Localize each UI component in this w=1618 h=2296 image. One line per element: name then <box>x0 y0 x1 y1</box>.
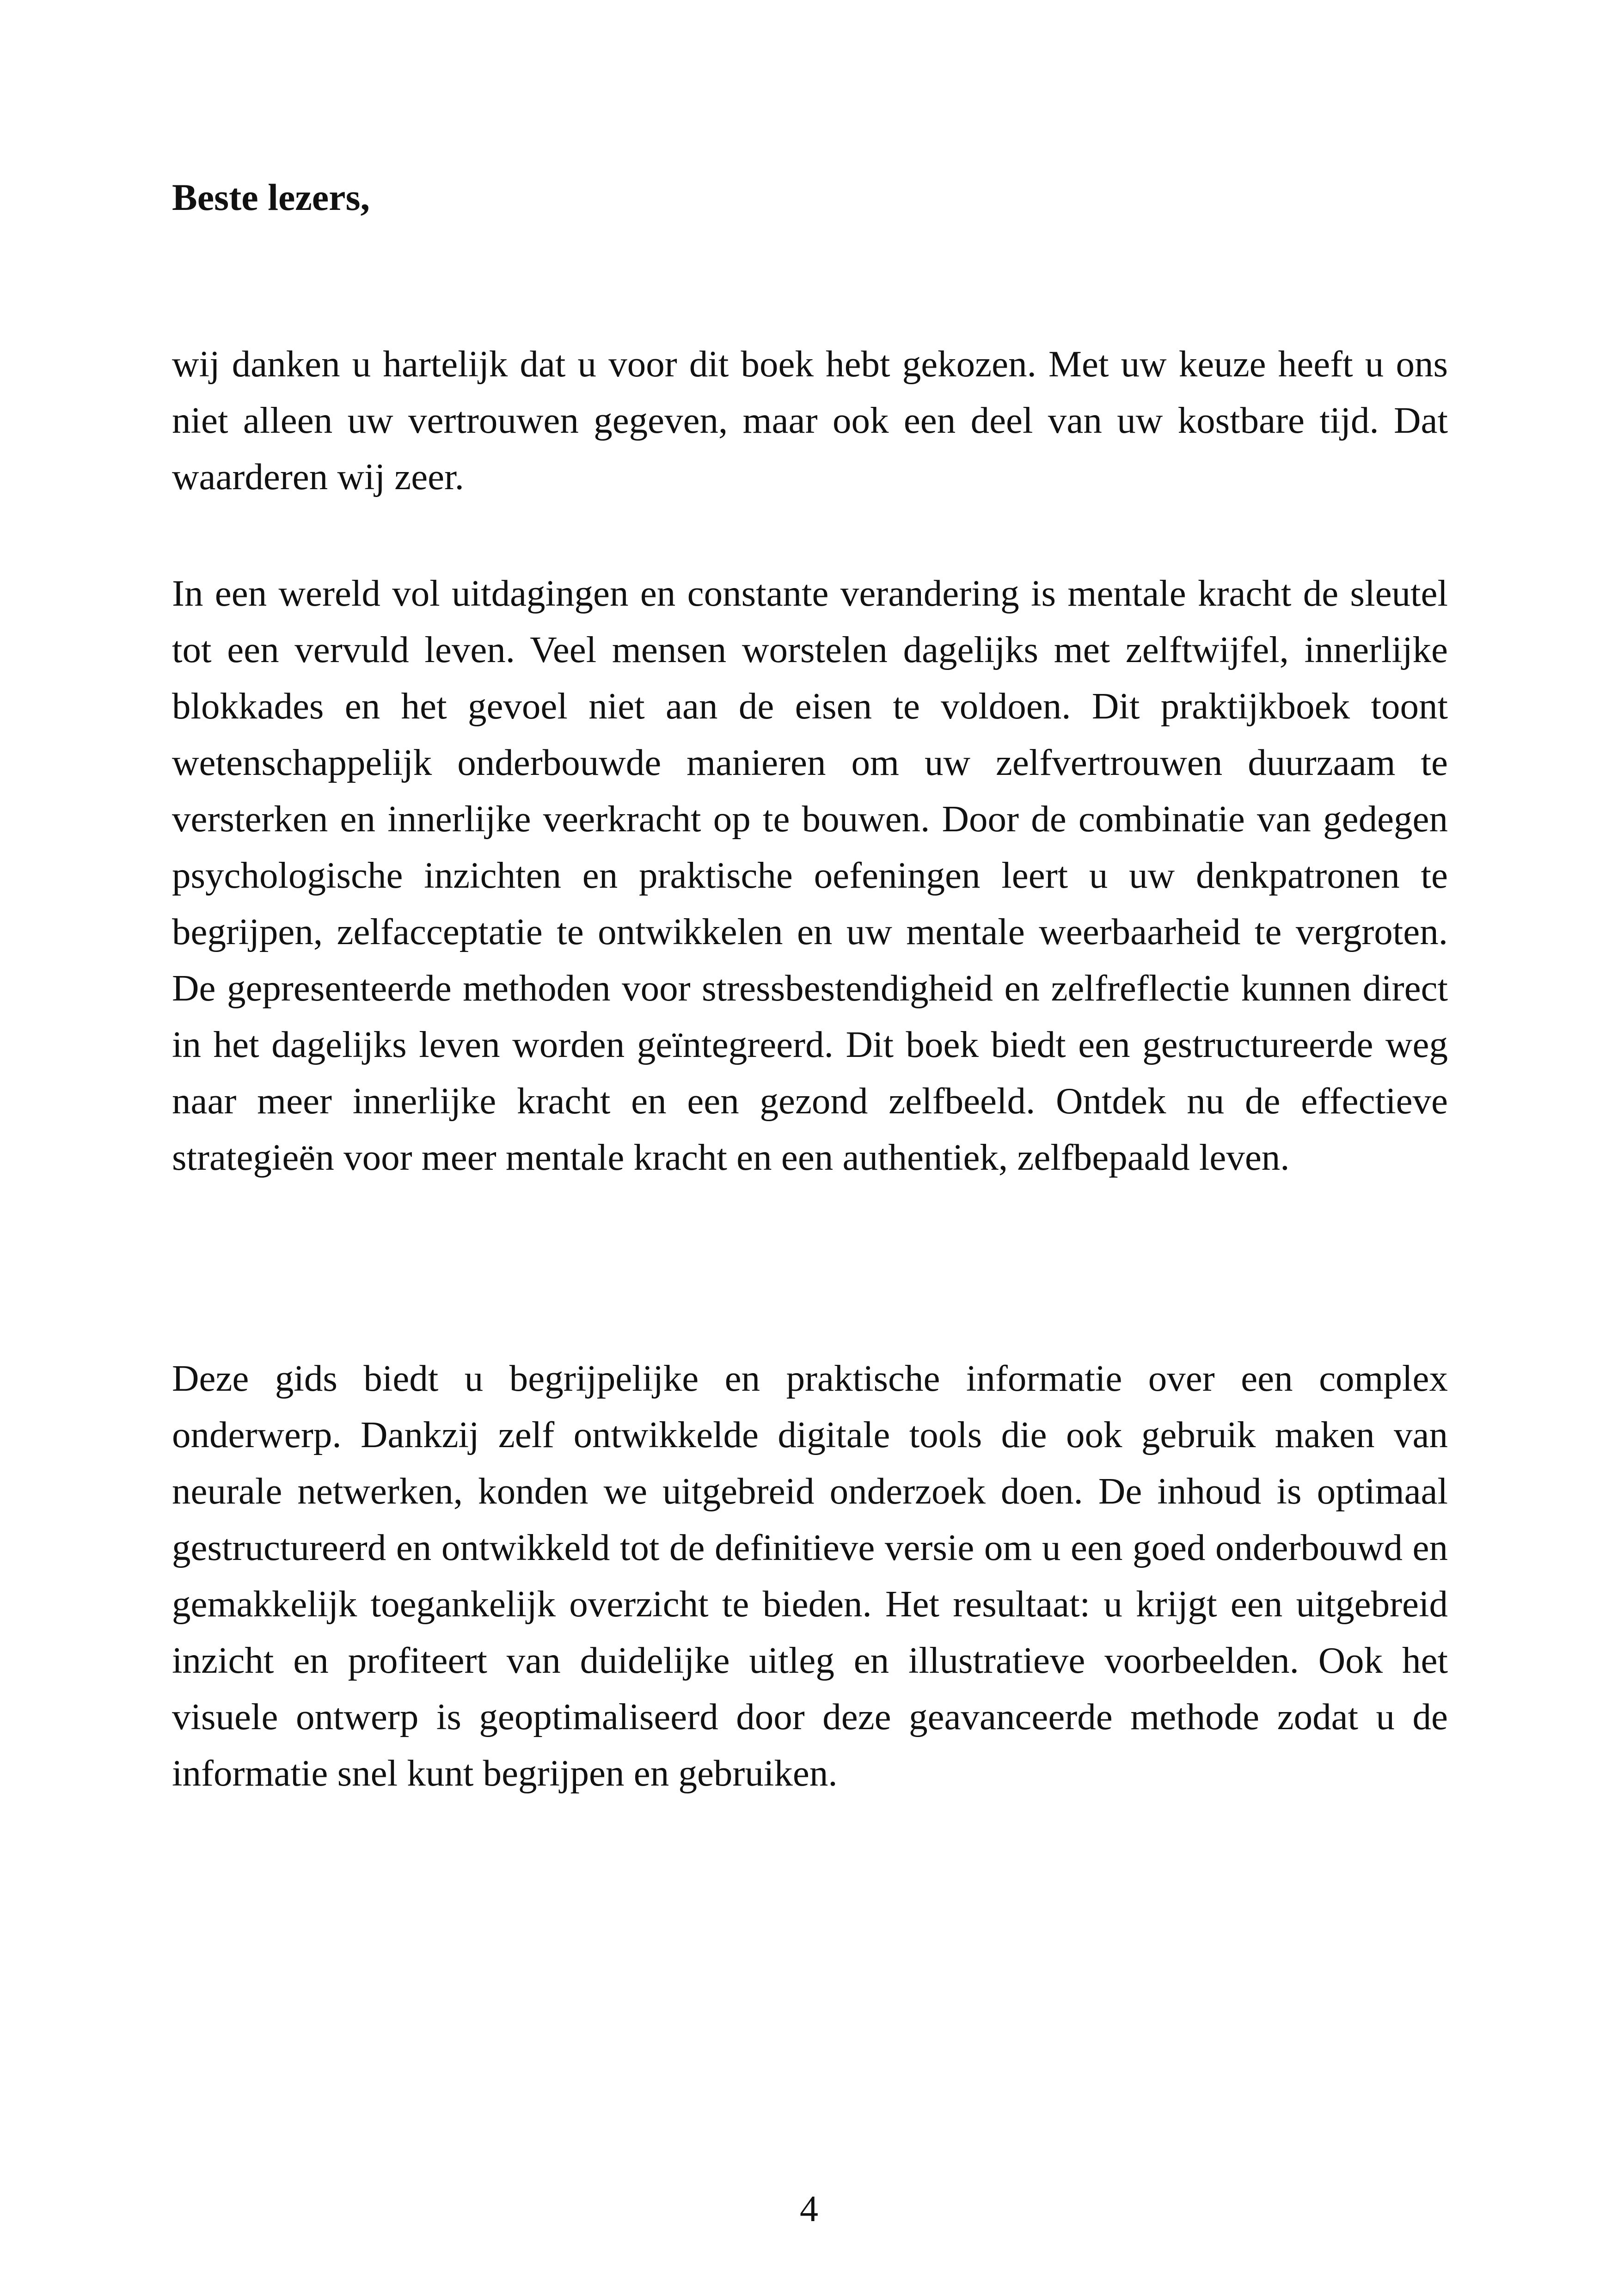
page-number: 4 <box>800 2189 818 2229</box>
paragraph-mental-strength: In een wereld vol uitdagingen en constante verandering is mentale kracht de sleutel tot een vervuld leven. Veel mensen worstelen dagelijks met zelftwijfel, innerlijke blokkades en het gevoel niet aan de eisen te voldoen. Dit praktijkboek toont wetenschappelijk onderbouwde manieren om uw zelfvertrouwen duurzaam te versterken en innerlijke veerkracht op te bouwen. Door de combinatie van gedegen psychologische inzichten en praktische oefeningen leert u uw denkpatronen te begrijpen, zelfacceptatie te ontwikkelen en uw mentale weerbaarheid te vergroten. De gepresenteerde methoden voor stressbestendigheid en zelfreflectie kunnen direct in het dagelijks leven worden geïntegreerd. Dit boek biedt een gestructureerde weg naar meer innerlijke kracht en een gezond zelfbeeld. Ontdek nu de effectieve strategieën voor meer mentale kracht en een authentiek, zelfbepaald leven. <box>172 572 1448 1178</box>
salutation-heading: Beste lezers, <box>172 176 370 218</box>
paragraph-thanks: wij danken u hartelijk dat u voor dit boek hebt gekozen. Met uw keuze heeft u ons niet alleen uw vertrouwen gegeven, maar ook een deel van uw kostbare tijd. Dat waarderen wij zeer. <box>172 343 1448 497</box>
paragraph-guide-info: Deze gids biedt u begrijpelijke en praktische informatie over een complex onderwerp. Dankzij zelf ontwikkelde digitale tools die ook gebruik maken van neurale netwerken, konden we uitgebreid onderzoek doen. De inhoud is optimaal gestructureerd en ontwikkeld tot de definitieve versie om u een goed onderbouwd en gemakkelijk toegankelijk overzicht te bieden. Het resultaat: u krijgt een uitgebreid inzicht en profiteert van duidelijke uitleg en illustratieve voorbeelden. Ook het visuele ontwerp is geoptimaliseerd door deze geavanceerde methode zodat u de informatie snel kunt begrijpen en gebruiken. <box>172 1357 1448 1794</box>
